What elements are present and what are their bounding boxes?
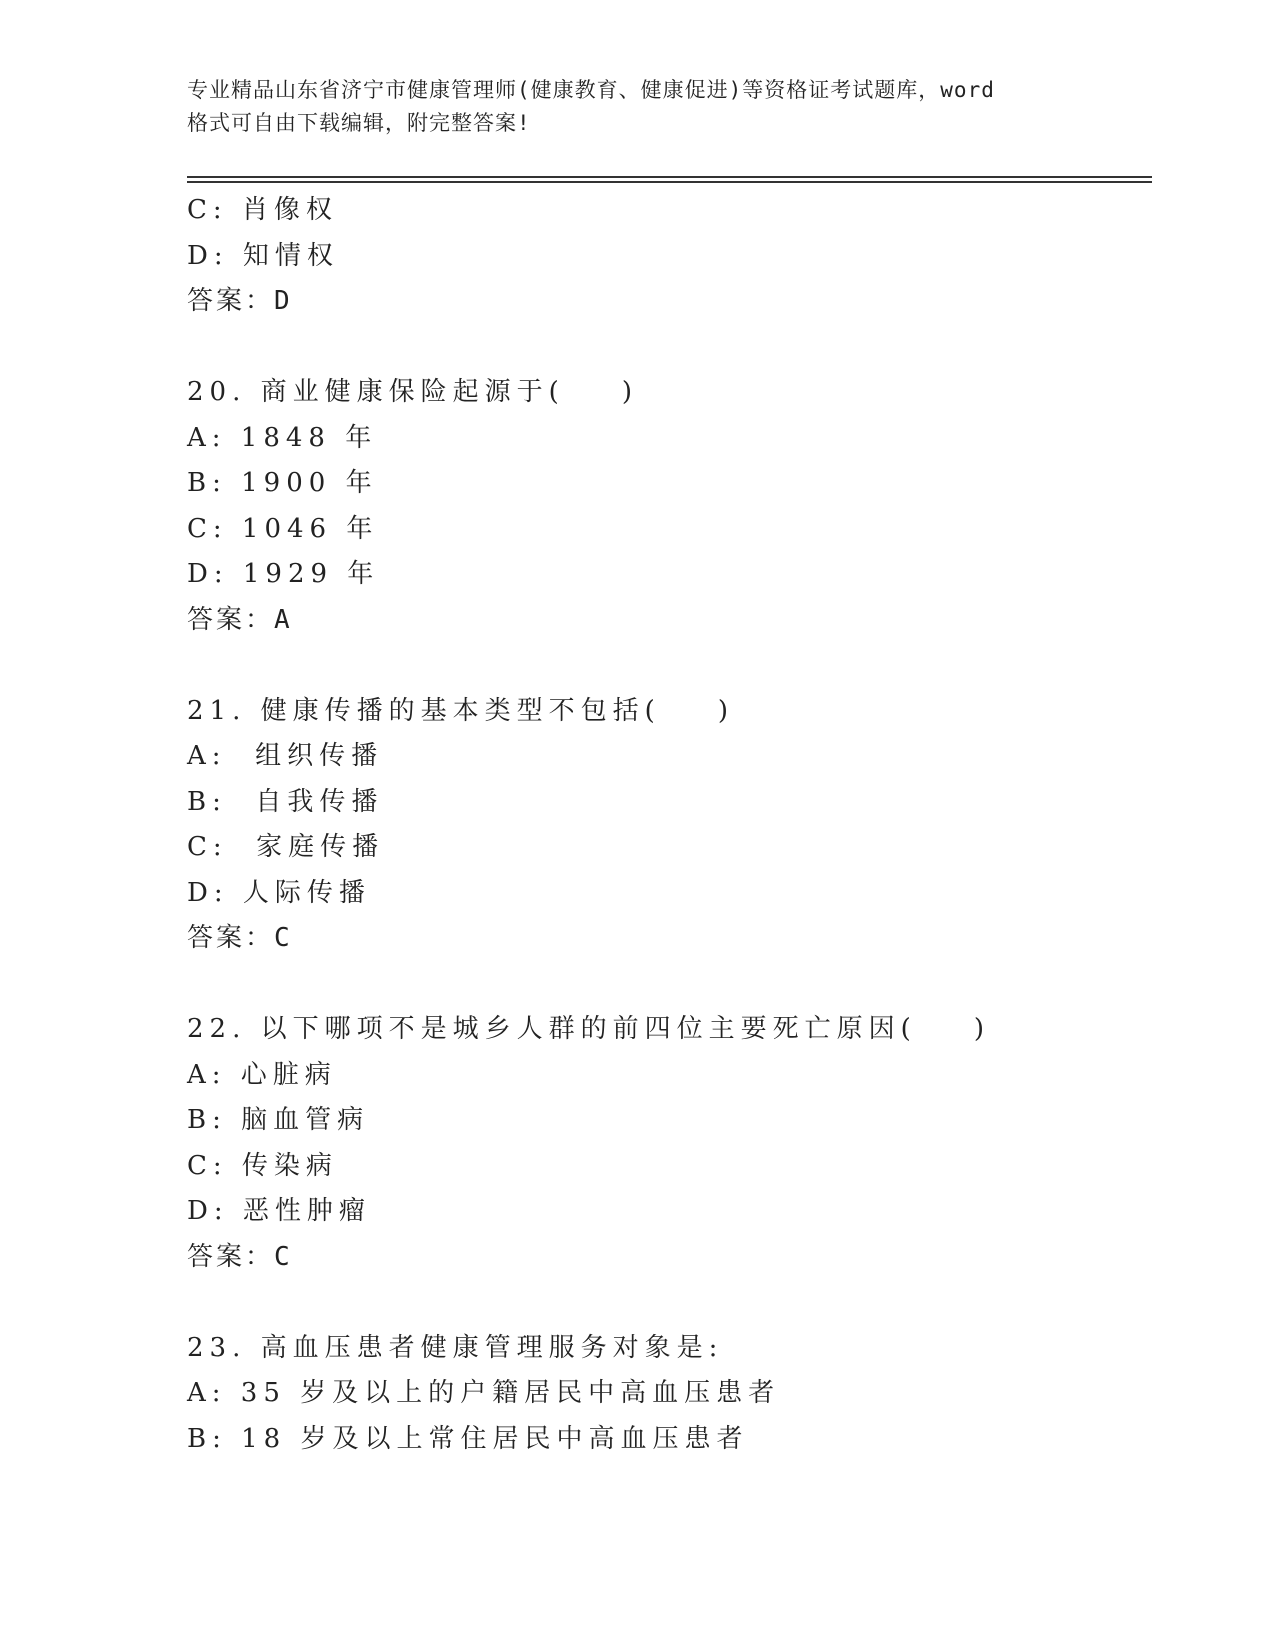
header-line-2: 格式可自由下载编辑，附完整答案! [187, 111, 531, 135]
option-a: A: 组织传播 [187, 741, 384, 771]
option-a: A: 心脏病 [187, 1059, 337, 1090]
answer-value: C [274, 923, 293, 953]
question-stem: 20. 商业健康保险起源于( ) [187, 377, 638, 407]
answer-value: D [274, 286, 293, 316]
option-a: A: 35 岁及以上的户籍居民中高血压患者 [187, 1378, 781, 1408]
option-a: A: 1848 年 [187, 422, 378, 453]
question-stem: 23. 高血压患者健康管理服务对象是: [187, 1332, 724, 1363]
spacer [187, 325, 1147, 371]
answer-value: C [274, 1241, 293, 1272]
option-d: D: 恶性肿瘤 [187, 1196, 371, 1226]
header-rule-top [187, 176, 1152, 178]
option-c: C: 1046 年 [187, 513, 379, 544]
answer-label: 答案： [187, 604, 275, 635]
option-b: B: 1900 年 [187, 468, 378, 498]
option-d: D: 人际传播 [187, 877, 371, 908]
question-stem: 21. 健康传播的基本类型不包括( ) [187, 695, 734, 726]
answer-label: 答案： [187, 923, 275, 953]
option-b: B: 脑血管病 [187, 1105, 370, 1135]
question-list [187, 188, 1147, 1462]
spacer [187, 643, 1147, 689]
header-line-1: 专业精品山东省济宁市健康管理师(健康教育、健康促进)等资格证考试题库，word [187, 78, 995, 102]
answer-label: 答案： [187, 1241, 275, 1272]
option-c: C: 家庭传播 [187, 832, 385, 862]
spacer [187, 962, 1147, 1008]
option-c: C: 传染病 [187, 1150, 338, 1181]
answer-line [187, 916, 1147, 962]
answer-value: A [274, 604, 293, 635]
answer-line [187, 1235, 1147, 1281]
answer-line [187, 279, 1147, 325]
answer-label: 答案： [187, 286, 275, 316]
option-b: B: 18 岁及以上常住居民中高血压患者 [187, 1423, 749, 1454]
option-d: D: 知情权 [187, 240, 339, 271]
question-stem: 22. 以下哪项不是城乡人群的前四位主要死亡原因( ) [187, 1014, 990, 1044]
spacer [187, 1280, 1147, 1326]
option-b: B: 自我传播 [187, 786, 384, 817]
document-header [187, 74, 1087, 140]
option-c: C: 肖像权 [187, 195, 338, 225]
header-rule-bottom [187, 181, 1152, 183]
option-d: D: 1929 年 [187, 559, 380, 589]
answer-line [187, 598, 1147, 644]
